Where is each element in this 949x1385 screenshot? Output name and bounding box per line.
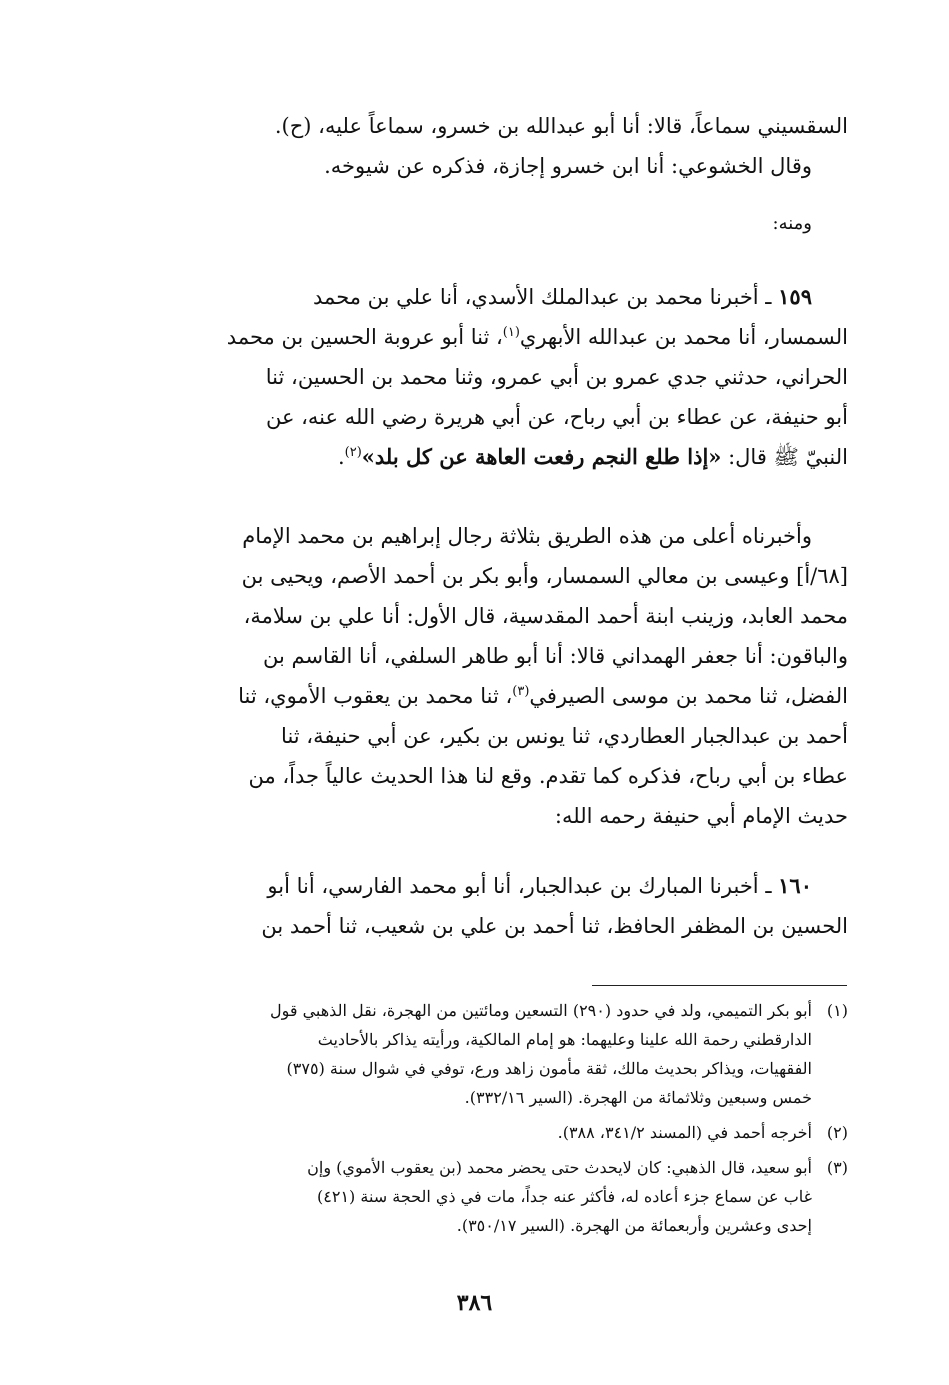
hadith-number: ١٥٩ <box>778 284 812 309</box>
page-number: ٣٨٦ <box>456 1290 493 1316</box>
footnote-item <box>100 1153 848 1240</box>
footnote-line: الدارقطني رحمة الله علينا وعليهما: هو إمام المالكية، ورأيته يذاكر بالأحاديث <box>317 1030 812 1049</box>
text-fragment: ـ أخبرنا المبارك بن عبدالجبار، أنا أبو محمد الفارسي، أنا أبو <box>267 874 772 898</box>
hadith-number: ١٦٠ <box>778 873 812 898</box>
footnote-line: أخرجه أحمد في (المسند ٣٤١/٢، ٣٨٨). <box>557 1123 812 1142</box>
paragraph-2 <box>100 516 848 836</box>
text-line: حديث الإمام أبي حنيفة رحمه الله: <box>554 804 848 828</box>
text-line: وقال الخشوعي: أنا ابن خسرو إجازة، فذكره عن شيوخه. <box>324 154 812 178</box>
text-fragment: الفضل، ثنا محمد بن موسى الصيرفي <box>529 684 848 708</box>
footnote-line: أبو بكر التميمي، ولد في حدود (٢٩٠) التسعين ومائتين من الهجرة، نقل الذهبي قول <box>269 1001 812 1020</box>
text-line: ومنه: <box>772 213 812 234</box>
text-line: [٦٨/أ] وعيسى بن معالي السمسار، وأبو بكر بن أحمد الأصم، ويحيى بن <box>241 564 848 588</box>
text-line <box>100 437 848 477</box>
footnote-item <box>100 996 848 1112</box>
footnote-body <box>100 1153 812 1240</box>
footnote-line: أبو سعيد، قال الذهبي: كان لايحدث حتى يحضر محمد (بن يعقوب الأموي) وإن <box>307 1158 812 1177</box>
footnote-line: خمس وسبعين وثلاثمائة من الهجرة. (السير ٣٣٢/١٦). <box>464 1088 812 1107</box>
hadith-159 <box>100 277 848 477</box>
text-line: أبو حنيفة، عن عطاء بن أبي رباح، عن أبي هريرة رضي الله عنه، عن <box>265 405 848 429</box>
text-fragment: ، ثنا محمد بن يعقوب الأموي، ثنا <box>238 684 513 708</box>
text-fragment: النبيّ ﷺ قال: <box>721 445 848 469</box>
footnote-line: إحدى وعشرين وأربعمائة من الهجرة. (السير ٣٥٠/١٧). <box>456 1216 812 1235</box>
footnotes <box>100 996 848 1240</box>
footnote-line: الفقهيات، ويذاكر بحديث مالك، ثقة مأمون زاهد ورع، توفي في شوال سنة (٣٧٥) <box>286 1059 812 1078</box>
text-line <box>100 866 848 906</box>
footnote-body <box>100 1118 812 1147</box>
text-line: وأخبرناه أعلى من هذه الطريق بثلاثة رجال إبراهيم بن محمد الإمام <box>242 524 812 548</box>
footnote-marker: (٣) <box>826 1158 848 1177</box>
text-line: والباقون: أنا جعفر الهمداني قالا: أنا أبو طاهر السلفي، أنا القاسم بن <box>262 644 848 668</box>
footnote-line: غاب عن سماع جزء أعاده له، فأكثر عنه جداً، مات في ذي الحجة سنة (٤٢١) <box>317 1187 812 1206</box>
hadith-text: «إذا طلع النجم رفعت العاهة عن كل بلد» <box>361 444 722 469</box>
top-paragraph <box>100 106 848 244</box>
text-line: الحسين بن المظفر الحافظ، ثنا أحمد بن علي بن شعيب، ثنا أحمد بن <box>261 914 848 938</box>
text-line: الحراني، حدثني جدي عمرو بن أبي عمرو، وثنا محمد بن الحسين، ثنا <box>265 365 848 389</box>
text-line: محمد العابد، وزينب ابنة أحمد المقدسية، قال الأول: أنا علي بن سلامة، <box>243 604 848 628</box>
footnote-divider <box>592 985 847 986</box>
footnote-ref[interactable]: (١) <box>502 325 520 340</box>
footnote-item <box>100 1118 848 1147</box>
text-line <box>100 277 848 317</box>
footnote-body <box>100 996 812 1112</box>
footnote-ref[interactable]: (٣) <box>512 684 530 699</box>
text-line: عطاء بن أبي رباح، فذكره كما تقدم. وقع لنا هذا الحديث عالياً جداً، من <box>248 764 848 788</box>
text-fragment: ـ أخبرنا محمد بن عبدالملك الأسدي، أنا علي بن محمد <box>313 285 772 309</box>
footnote-marker: (١) <box>826 1001 848 1020</box>
text-line <box>100 317 848 357</box>
footnote-marker: (٢) <box>826 1123 848 1142</box>
text-fragment: السمسار، أنا محمد بن عبدالله الأبهري <box>519 325 848 349</box>
text-line <box>100 676 848 716</box>
text-fragment: ، ثنا أبو عروبة الحسين بن محمد <box>226 325 503 349</box>
footnote-ref[interactable]: (٢) <box>344 445 362 460</box>
text-line: السقسيني سماعاً، قالا: أنا أبو عبدالله بن خسرو، سماعاً عليه، (ح). <box>274 114 848 138</box>
hadith-160 <box>100 866 848 946</box>
text-fragment: . <box>337 445 345 469</box>
text-line: أحمد بن عبدالجبار العطاردي، ثنا يونس بن بكير، عن أبي حنيفة، ثنا <box>281 724 848 748</box>
